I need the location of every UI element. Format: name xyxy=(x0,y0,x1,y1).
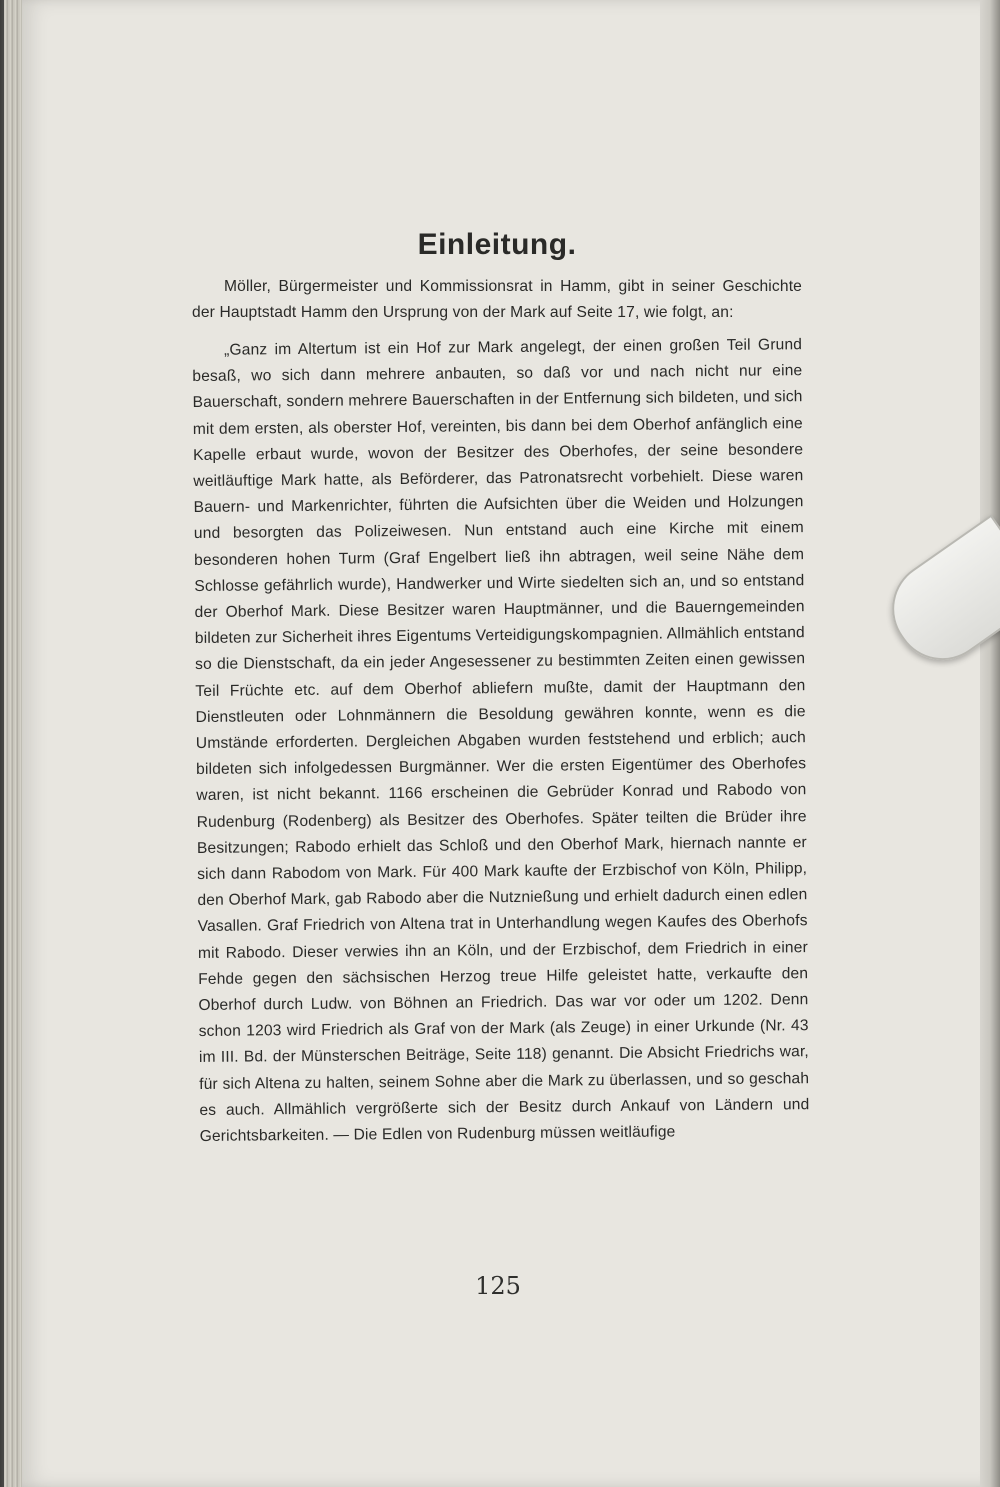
book-page xyxy=(22,0,990,1487)
chapter-title: Einleitung. xyxy=(417,228,577,261)
text-block xyxy=(192,228,810,1151)
page-number: 125 xyxy=(475,1272,521,1300)
page-right-edge xyxy=(980,0,1000,1487)
quote-paragraph: „Ganz im Altertum ist ein Hof zur Mark angelegt, der einen großen Teil Grund besaß, wo sich dann mehrere anbauten, so daß vor und nach nicht nur eine Bauerschaft, sondern mehrere Bauerschaften in der Entfernung sich bildeten, und sich mit dem ersten, als oberster Hof, vereinten, bis dann bei dem Oberhof anfänglich eine Kapelle erbaut wurde, wovon der Besitzer des Oberhofes, der seine besondere weitläuftige Mark hatte, als Beförderer, das Patronatsrecht vorbehielt. Diese waren Bauern- und Markenrichter, führten die Aufsichten über die Weiden und Holzungen und besorgten das Polizeiwesen. Nun entstand auch eine Kirche mit einem besonderen hohen Turm (Graf Engelbert ließ ihn abtragen, weil seine Nähe dem Schlosse gefährlich wurde), Handwerker und Wirte siedelten sich an, und so entstand der Oberhof Mark. Diese Besitzer waren Hauptmänner, und die Bauerngemeinden bildeten zur Sicherheit ihres Eigentums Verteidigungskompagnien. Allmählich entstand so die Dienstschaft, da ein jeder Angesessener zu bestimmten Zeiten einen gewissen Teil Früchte etc. auf dem Oberhof abliefern mußte, damit der Hauptmann den Dienstleuten oder Lohnmännern die Besoldung gewähren konnte, wenn es die Umstände erforderten. Dergleichen Abgaben wurden feststehend und erblich; auch bildeten sich infolgedessen Burgmänner. Wer die ersten Eigentümer des Oberhofes waren, ist nicht bekannt. 1166 erscheinen die Gebrüder Konrad und Rabodo von Rudenburg (Rodenberg) als Besitzer des Oberhofes. Später teilten die Brüder ihre Besitzungen; Rabodo erhielt das Schloß und den Oberhof Mark, hiernach nannte er sich dann Rabodom von Mark. Für 400 Mark kaufte der Erzbischof von Köln, Philipp, den Oberhof Mark, gab Rabodo aber die Nutznießung und erhielt dadurch einen edlen Vasallen. Graf Friedrich von Altena trat in Unterhandlung wegen Kaufes des Oberhofs mit Rabodo. Dieser verwies ihn an Köln, und der Erzbischof, dem Friedrich in einer Fehde gegen den sächsischen Herzog treue Hilfe geleistet hatte, verkaufte den Oberhof durch Ludw. von Böhnen an Friedrich. Das war vor oder um 1202. Denn schon 1203 wird Friedrich als Graf von der Mark (als Zeuge) in einer Urkunde (Nr. 43 im III. Bd. der Münsterschen Beiträge, Seite 118) genannt. Die Absicht Friedrichs war, für sich Altena zu halten, seinem Sohne aber die Mark zu überlassen, und so geschah es auch. Allmählich vergrößerte sich der Besitz durch Ankauf von Ländern und Gerichtsbarkeiten. — Die Edlen von Rudenburg müssen weitläufige xyxy=(192,336,810,1146)
intro-paragraph: Möller, Bürgermeister und Kommissionsrat in Hamm, gibt in seiner Geschichte der Hauptstadt Hamm den Ursprung von der Mark auf Seite 17, wie folgt, an: xyxy=(192,278,802,322)
